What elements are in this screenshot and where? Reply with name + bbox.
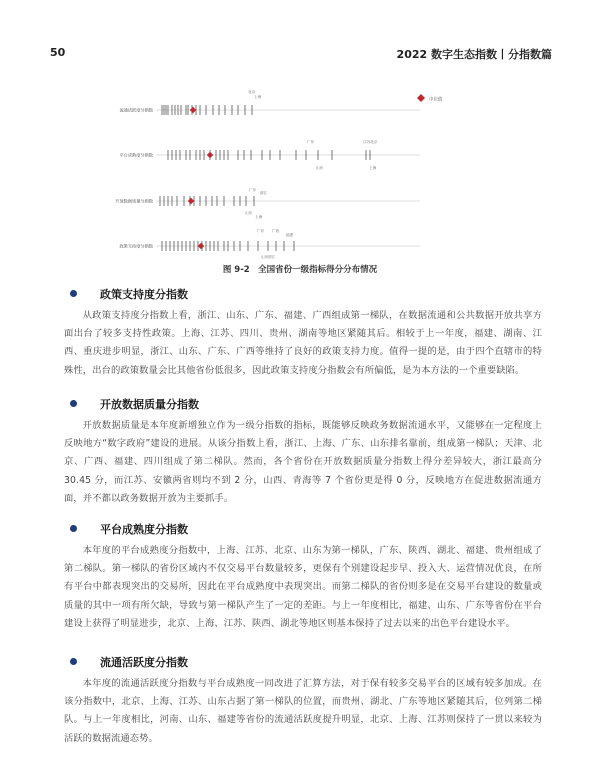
province-label: 山东	[316, 166, 324, 170]
bullet-icon	[70, 290, 77, 297]
bullet-icon	[70, 400, 77, 407]
section-title: 开放数据质量分指数	[100, 398, 199, 411]
section-title: 平台成熟度分指数	[100, 523, 188, 536]
running-head: 2022 数字生态指数丨分指数篇	[396, 48, 552, 61]
page-number: 50	[50, 46, 66, 59]
section-paragraph: 从政策支持度分指数上看，浙江、山东、广东、福建、广西组成第一梯队，在数据流通和公共数据开放共享方面出台了较多支持性政策。上海、江苏、四川、贵州、湖南等地区紧随其后。相较于上一年度，福建、湖南、江西、重庆进步明显，浙江、山东、广东、广西等维持了良好的政策支持力度。值得一提的是，由于四个直辖市的特殊性，出台的政策数量会比其他省份低很多，因此政策支持度分指数会有所偏低，是为本方法的一个重要缺陷。	[64, 310, 542, 376]
bullet-icon	[70, 525, 77, 532]
province-label: 山东	[245, 211, 253, 215]
legend-label: 中位值	[429, 97, 443, 103]
page-header	[50, 46, 552, 64]
province-label: 广东	[249, 188, 257, 192]
section-heading	[64, 654, 542, 672]
province-label: 江苏北京	[363, 140, 378, 144]
province-label: 福建	[286, 233, 294, 237]
section-heading	[64, 286, 542, 304]
section-paragraph: 本年度的流通活跃度分指数与平台成熟度一同改进了汇算方法，对于保有较多交易平台的区域有较多加成。在该分指数中，北京、上海、江苏、山东占据了第一梯队的位置，而贵州、湖北、广东等地区紧随其后，位列第二梯队。与上一年度相比，河南、山东、福建等省份的流通活跃度提升明显，北京、上海、江苏则保持了一贯以来较为活跃的数据流通态势。	[64, 678, 542, 744]
row-label: 平台成熟度分指数	[119, 152, 153, 158]
distribution-plot	[115, 84, 520, 259]
province-label: 上海	[254, 95, 262, 99]
section-paragraph: 开放数据质量是本年度新增独立作为一级分指数的指标，既能够反映政务数据流通水平，又能够在一定程度上反映地方“数字政府”建设的进展。从该分指数上看，浙江、上海、广东、山东排名靠前，组成第一梯队；天津、北京、广西、福建、四川组成了第二梯队。然而，各个省份在开放数据质量分指数上得分差异较大，浙江最高分 30.45 分，而江苏、安徽两省则均不到 2 分，山西、青海等 7 个省份更是得 0 分，反映地方在促进数据流通方面，并不都以政务数据开放为主要抓手。	[64, 420, 542, 504]
distribution-figure	[115, 84, 520, 259]
figure-caption: 图 9-2 全国省份一级指标得分分布情况	[222, 265, 378, 275]
province-label: 山东浙江	[261, 255, 276, 259]
province-label: 北京	[248, 90, 256, 94]
province-label: 上海	[255, 215, 263, 219]
province-label: 广东	[307, 140, 315, 144]
province-label: 上海	[369, 166, 377, 170]
median-marker	[207, 152, 213, 158]
section-open-data-quality	[64, 396, 542, 508]
province-label: 广东	[257, 229, 265, 233]
province-label: 浙江	[260, 191, 268, 195]
row-label: 政策支持度分指数	[119, 243, 153, 249]
row-label: 流通活跃度分指数	[119, 107, 153, 113]
row-label: 开放数据质量分指数	[115, 198, 153, 204]
section-title: 政策支持度分指数	[100, 288, 188, 301]
median-marker	[188, 198, 194, 204]
median-marker	[190, 107, 196, 113]
section-paragraph: 本年度的平台成熟度分指数中，上海、江苏、北京、山东为第一梯队，广东、陕西、湖北、福建、贵州组成了第二梯队。第一梯队的省份区域内不仅交易平台数量较多，更保有个别建设起步早、投入大、运营情况优良，在所有平台中都表现突出的交易所，因此在平台成熟度中表现突出。而第二梯队的省份则多是在交易平台建设的数量或质量的其中一项有所欠缺，导致与第一梯队产生了一定的差距。与上一年度相比，福建、山东、广东等省份在平台建设上获得了明显进步，北京、上海、江苏、陕西、湖北等地区则基本保持了过去以来的出色平台建设水平。	[64, 545, 542, 629]
section-platform-maturity	[64, 521, 542, 633]
section-circulation-activity	[64, 654, 542, 748]
section-heading	[64, 521, 542, 539]
province-label: 广西	[272, 229, 280, 233]
section-heading	[64, 396, 542, 414]
section-policy-support	[64, 286, 542, 380]
bullet-icon	[70, 658, 77, 665]
median-marker	[198, 243, 204, 249]
legend-median-marker	[417, 94, 425, 102]
section-title: 流通活跃度分指数	[100, 656, 188, 669]
